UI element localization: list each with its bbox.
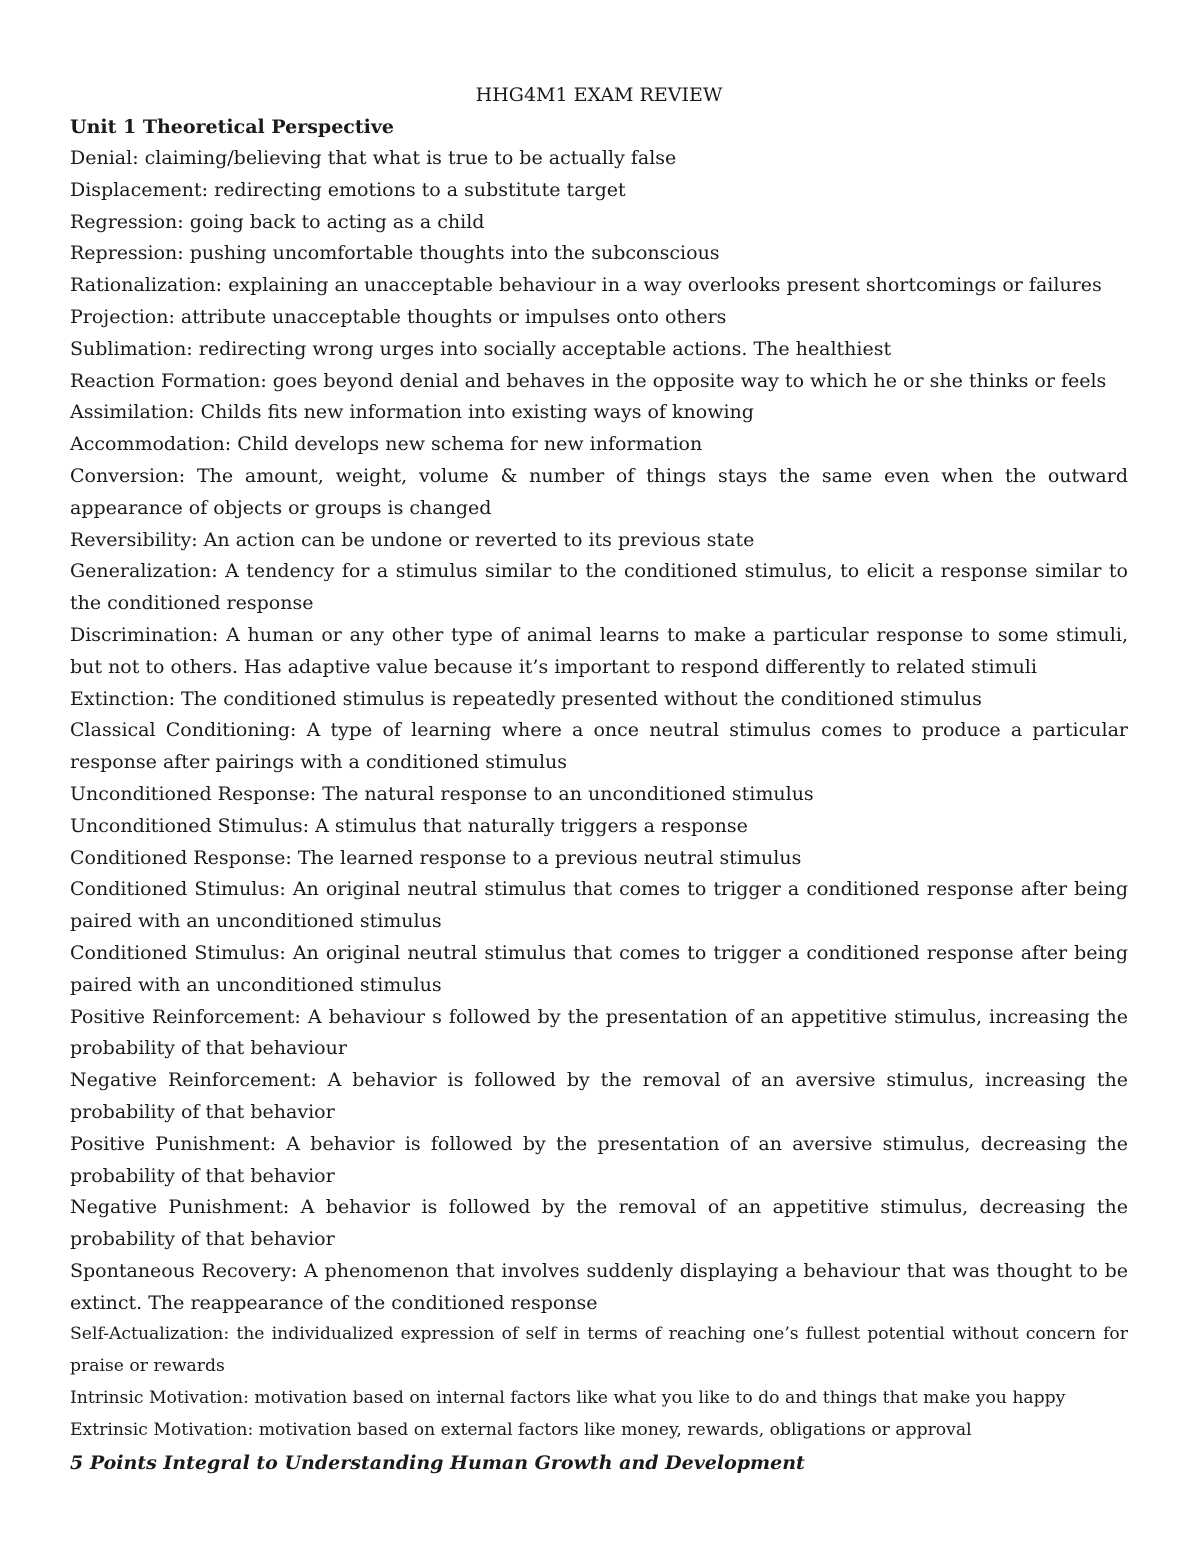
definition-sublimation: Sublimation: redirecting wrong urges into socially acceptable actions. The healthiest (70, 337, 892, 360)
unit-heading: Unit 1 Theoretical Perspective (70, 116, 394, 138)
definition-list (70, 143, 1128, 1447)
definition-conditioned-stimulus-repeat: Conditioned Stimulus: An original neutral stimulus that comes to trigger a conditioned response after being paired with an unconditioned stimulus (70, 941, 1128, 996)
definition-rationalization: Rationalization: explaining an unacceptable behaviour in a way overlooks present shortcomings or failures (70, 274, 1102, 297)
definition-displacement: Displacement: redirecting emotions to a substitute target (70, 178, 626, 201)
definition-generalization: Generalization: A tendency for a stimulus similar to the conditioned stimulus, to elicit a response similar to the conditioned response (70, 560, 1128, 615)
definition-projection: Projection: attribute unacceptable thoughts or impulses onto others (70, 305, 727, 328)
definition-assimilation: Assimilation: Childs fits new information into existing ways of knowing (70, 401, 754, 424)
section-heading-five-points: 5 Points Integral to Understanding Human Growth and Development (70, 1451, 805, 1474)
definition-conversion: Conversion: The amount, weight, volume & number of things stays the same even when the outward appearance of objects or groups is changed (70, 464, 1128, 519)
definition-negative-reinforcement: Negative Reinforcement: A behavior is followed by the removal of an aversive stimulus, increasing the probability of that behavior (70, 1069, 1128, 1123)
definition-extrinsic-motivation: Extrinsic Motivation: motivation based on external factors like money, rewards, obligations or approval (70, 1419, 972, 1440)
definition-denial: Denial: claiming/believing that what is true to be actually false (70, 147, 677, 169)
document-title: HHG4M1 EXAM REVIEW (475, 84, 723, 106)
definition-classical-conditioning: Classical Conditioning: A type of learning where a once neutral stimulus comes to produce a particular response after pairings with a conditioned stimulus (70, 719, 1128, 774)
definition-positive-punishment: Positive Punishment: A behavior is followed by the presentation of an aversive stimulus, decreasing the probability of that behavior (70, 1132, 1128, 1187)
definition-self-actualization: Self-Actualization: the individualized expression of self in terms of reaching one’s fullest potential without concern for praise or rewards (70, 1324, 1128, 1377)
definition-negative-punishment: Negative Punishment: A behavior is followed by the removal of an appetitive stimulus, decreasing the probability of that behavior (70, 1196, 1128, 1251)
definition-discrimination: Discrimination: A human or any other type of animal learns to make a particular response to some stimuli, but not to others. Has adaptive value because it’s important to respond differently to related stimuli (70, 623, 1128, 678)
definition-regression: Regression: going back to acting as a child (70, 210, 485, 233)
definition-intrinsic-motivation: Intrinsic Motivation: motivation based on internal factors like what you like to do and things that make you happy (70, 1388, 1066, 1409)
definition-spontaneous-recovery: Spontaneous Recovery: A phenomenon that involves suddenly displaying a behaviour that was thought to be extinct. The reappearance of the conditioned response (70, 1259, 1128, 1314)
definition-unconditioned-response: Unconditioned Response: The natural response to an unconditioned stimulus (70, 782, 814, 805)
definition-reaction-formation: Reaction Formation: goes beyond denial and behaves in the opposite way to which he or she thinks or feels (70, 369, 1107, 392)
definition-accommodation: Accommodation: Child develops new schema for new information (70, 433, 703, 456)
definition-positive-reinforcement: Positive Reinforcement: A behaviour s followed by the presentation of an appetitive stimulus, increasing the probability of that behaviour (70, 1005, 1128, 1060)
document-page (70, 79, 1128, 1479)
definition-reversibility: Reversibility: An action can be undone or reverted to its previous state (70, 528, 755, 551)
definition-conditioned-stimulus: Conditioned Stimulus: An original neutral stimulus that comes to trigger a conditioned response after being paired with an unconditioned stimulus (70, 878, 1128, 933)
definition-unconditioned-stimulus: Unconditioned Stimulus: A stimulus that naturally triggers a response (70, 814, 748, 837)
definition-repression: Repression: pushing uncomfortable thoughts into the subconscious (70, 242, 720, 265)
definition-extinction: Extinction: The conditioned stimulus is repeatedly presented without the conditioned stimulus (70, 687, 982, 710)
definition-conditioned-response: Conditioned Response: The learned response to a previous neutral stimulus (70, 846, 802, 869)
